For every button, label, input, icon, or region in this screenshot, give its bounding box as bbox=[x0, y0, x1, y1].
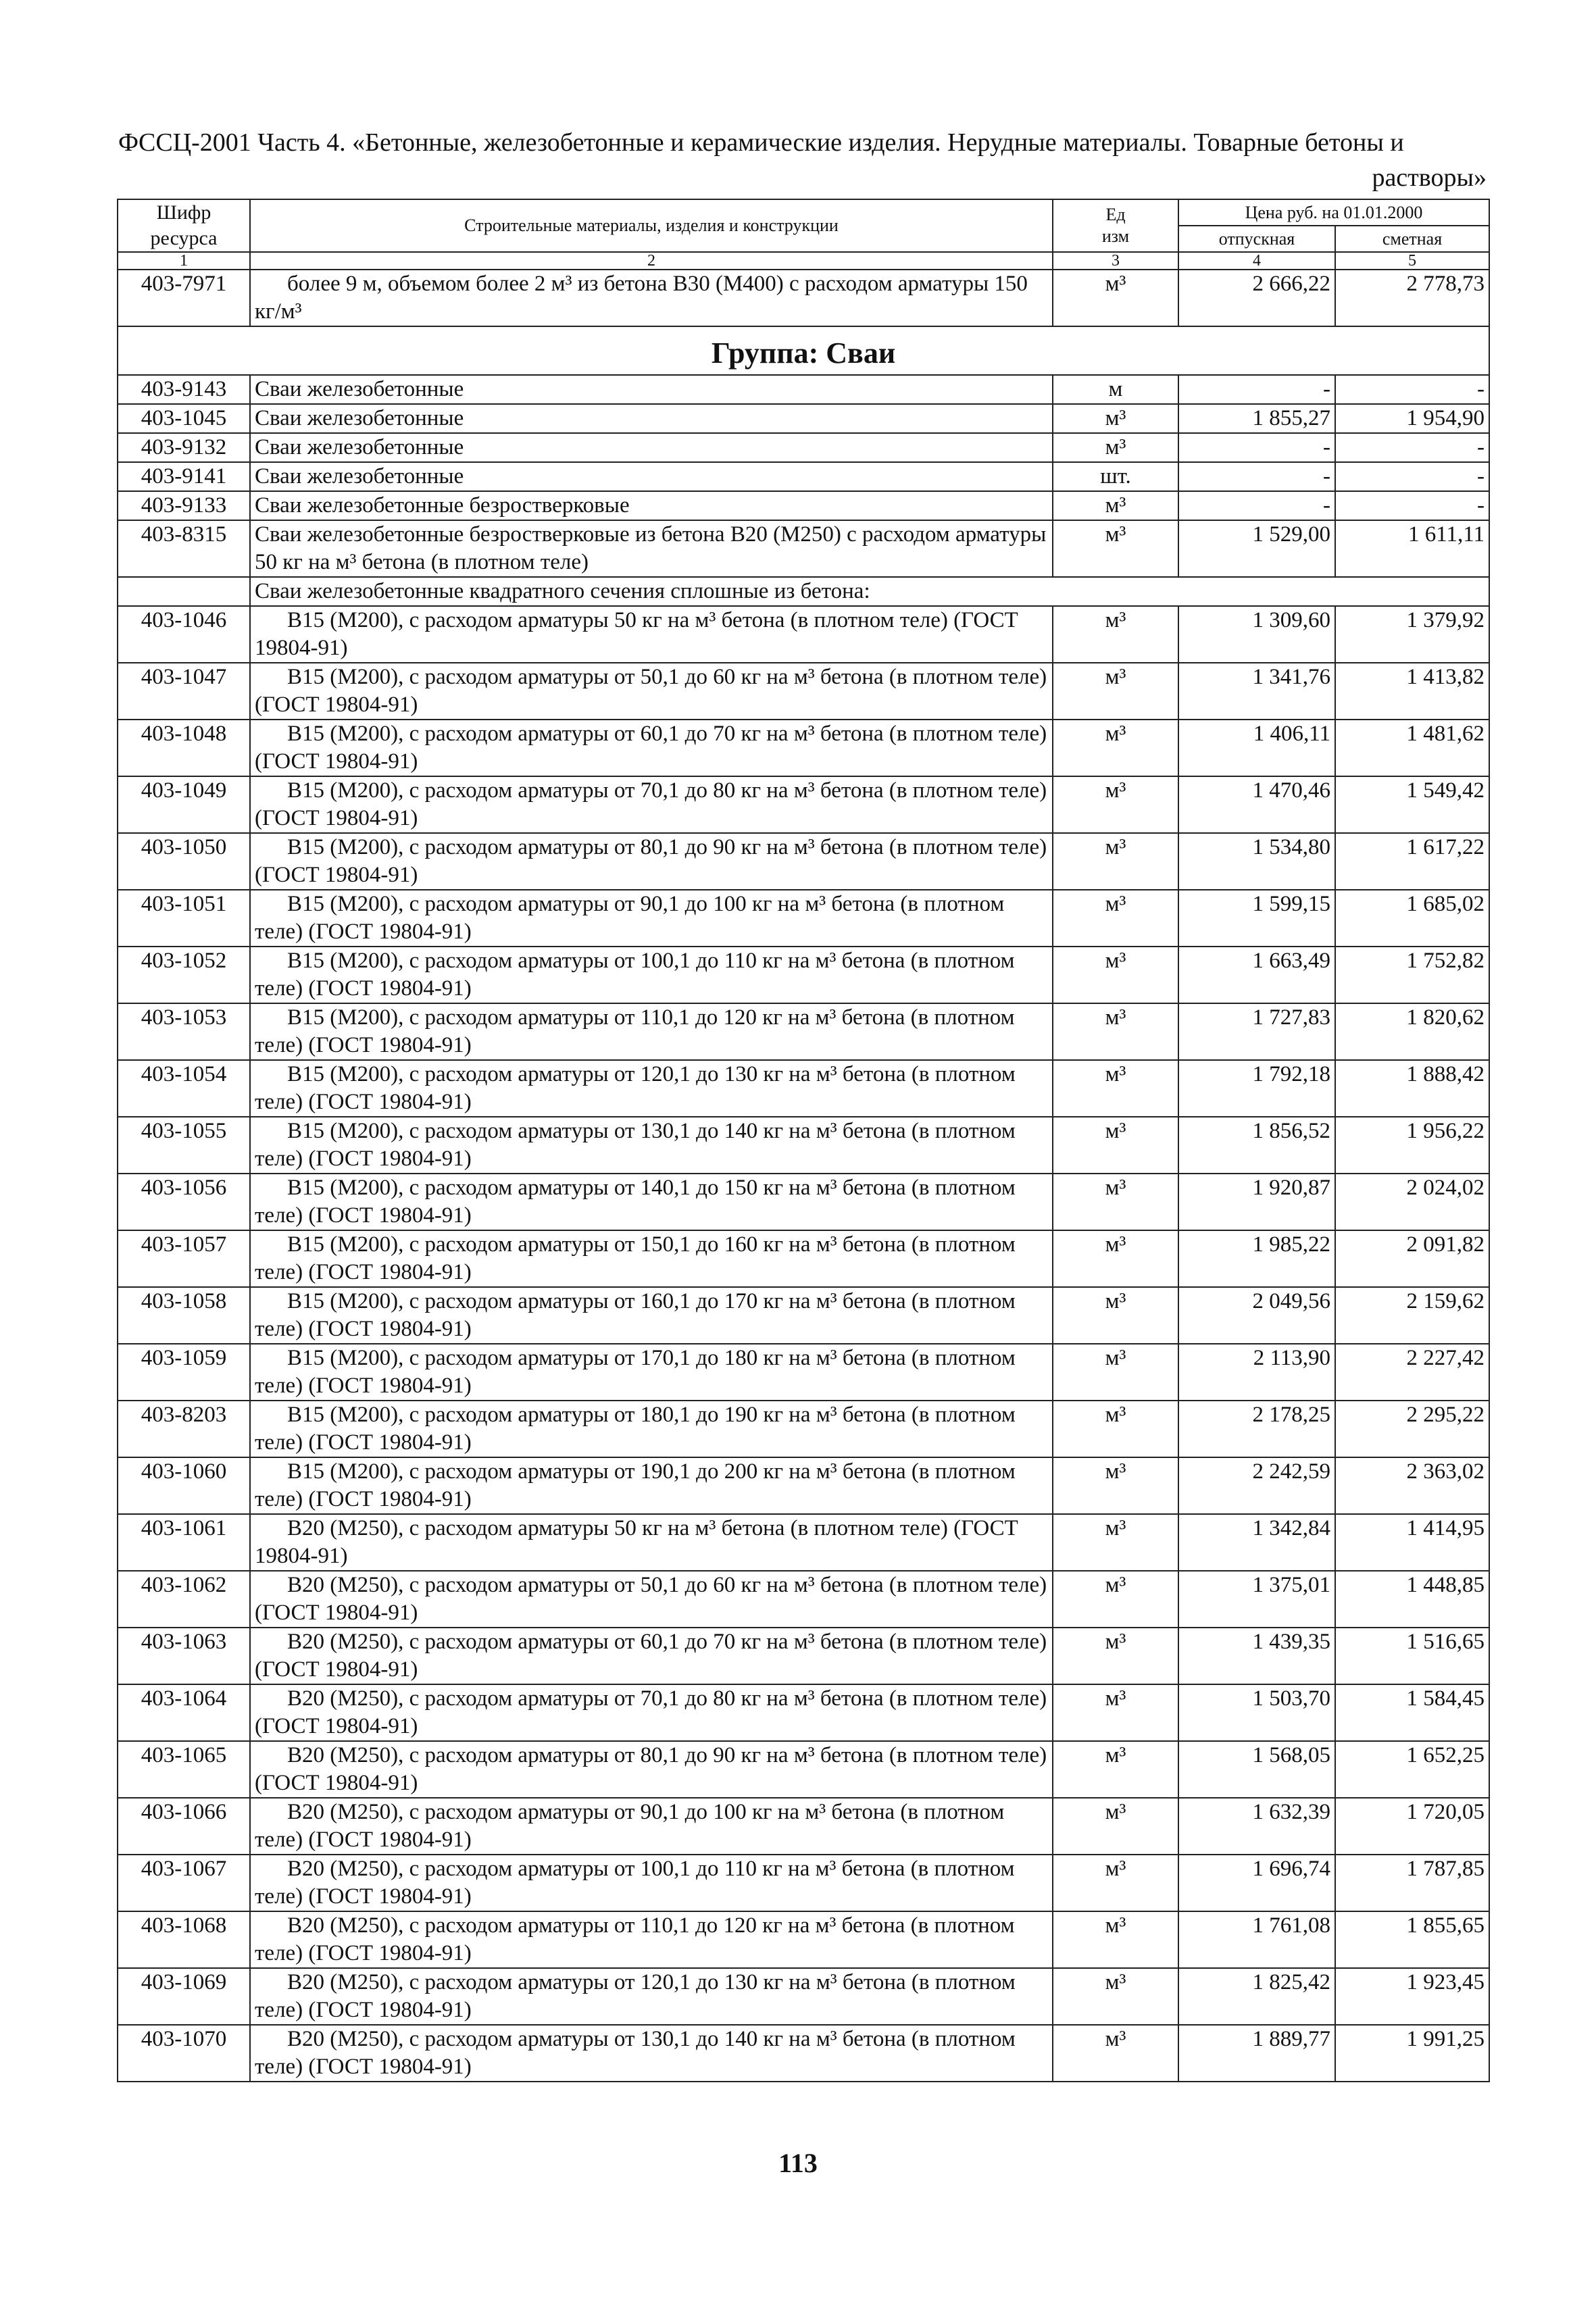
unit: м³ bbox=[1053, 1684, 1178, 1741]
release-price: 1 568,05 bbox=[1178, 1741, 1335, 1798]
estimate-price: 1 516,65 bbox=[1335, 1628, 1489, 1684]
release-price: 1 855,27 bbox=[1178, 404, 1335, 433]
estimate-price: 1 720,05 bbox=[1335, 1798, 1489, 1855]
title-line-1: ФССЦ-2001 Часть 4. «Бетонные, железобетонные и керамические изделия. Нерудные материалы. Товарные бетоны и bbox=[118, 128, 1404, 157]
unit: м³ bbox=[1053, 1628, 1178, 1684]
resource-code: 403-1064 bbox=[118, 1684, 250, 1741]
estimate-price: 2 363,02 bbox=[1335, 1457, 1489, 1514]
unit: м³ bbox=[1053, 520, 1178, 577]
table-row bbox=[118, 404, 1489, 433]
resource-description: В15 (М200), с расходом арматуры от 120,1 до 130 кг на м³ бетона (в плотном теле) (ГОСТ 19804-91) bbox=[250, 1060, 1053, 1117]
table-row bbox=[118, 1968, 1489, 2025]
resource-description: В15 (М200), с расходом арматуры от 80,1 до 90 кг на м³ бетона (в плотном теле) (ГОСТ 19804-91) bbox=[250, 833, 1053, 890]
estimate-price: 1 787,85 bbox=[1335, 1855, 1489, 1911]
unit: м³ bbox=[1053, 1741, 1178, 1798]
release-price: 1 696,74 bbox=[1178, 1855, 1335, 1911]
unit: м³ bbox=[1053, 1514, 1178, 1571]
unit: м³ bbox=[1053, 1174, 1178, 1230]
estimate-price: 1 549,42 bbox=[1335, 776, 1489, 833]
resource-description: более 9 м, объемом более 2 м³ из бетона В30 (М400) с расходом арматуры 150 кг/м³ bbox=[250, 270, 1053, 326]
resource-code: 403-1058 bbox=[118, 1287, 250, 1344]
column-number: 2 bbox=[250, 252, 1053, 270]
resource-code: 403-1061 bbox=[118, 1514, 250, 1571]
estimate-price: 1 991,25 bbox=[1335, 2025, 1489, 2082]
table-row bbox=[118, 1741, 1489, 1798]
estimate-price: - bbox=[1335, 491, 1489, 520]
resource-description: В20 (М250), с расходом арматуры от 50,1 до 60 кг на м³ бетона (в плотном теле) (ГОСТ 19804-91) bbox=[250, 1571, 1053, 1628]
table-row bbox=[118, 1911, 1489, 1968]
unit: м³ bbox=[1053, 1060, 1178, 1117]
release-price: 1 470,46 bbox=[1178, 776, 1335, 833]
column-number: 1 bbox=[118, 252, 250, 270]
resource-code: 403-1055 bbox=[118, 1117, 250, 1174]
unit: м³ bbox=[1053, 1855, 1178, 1911]
estimate-price: - bbox=[1335, 433, 1489, 462]
resource-description: В20 (М250), с расходом арматуры от 70,1 до 80 кг на м³ бетона (в плотном теле) (ГОСТ 19804-91) bbox=[250, 1684, 1053, 1741]
resource-description: В15 (М200), с расходом арматуры от 90,1 до 100 кг на м³ бетона (в плотном теле) (ГОСТ 19804-91) bbox=[250, 890, 1053, 947]
resource-code: 403-1068 bbox=[118, 1911, 250, 1968]
estimate-price: 1 481,62 bbox=[1335, 720, 1489, 776]
table-header bbox=[118, 199, 1489, 270]
resource-description: В15 (М200), с расходом арматуры 50 кг на м³ бетона (в плотном теле) (ГОСТ 19804-91) bbox=[250, 606, 1053, 663]
unit: м³ bbox=[1053, 1344, 1178, 1401]
unit: м³ bbox=[1053, 1911, 1178, 1968]
resource-description: В20 (М250), с расходом арматуры от 90,1 до 100 кг на м³ бетона (в плотном теле) (ГОСТ 19804-91) bbox=[250, 1798, 1053, 1855]
release-price: 1 503,70 bbox=[1178, 1684, 1335, 1741]
header-unit bbox=[1053, 199, 1178, 252]
unit: м bbox=[1053, 375, 1178, 404]
table-row bbox=[118, 1401, 1489, 1457]
resource-description: В20 (М250), с расходом арматуры от 130,1 до 140 кг на м³ бетона (в плотном теле) (ГОСТ 19804-91) bbox=[250, 2025, 1053, 2082]
release-price: - bbox=[1178, 491, 1335, 520]
release-price: 1 309,60 bbox=[1178, 606, 1335, 663]
resource-code: 403-9141 bbox=[118, 462, 250, 491]
resource-code: 403-1056 bbox=[118, 1174, 250, 1230]
page-title bbox=[118, 125, 1487, 195]
header-code-line-2: ресурса bbox=[150, 227, 218, 249]
unit: м³ bbox=[1053, 720, 1178, 776]
resource-description: Сваи железобетонные bbox=[250, 433, 1053, 462]
header-name: Строительные материалы, изделия и конструкции bbox=[250, 199, 1053, 252]
estimate-price: 1 414,95 bbox=[1335, 1514, 1489, 1571]
estimate-price: 2 778,73 bbox=[1335, 270, 1489, 326]
release-price: 1 342,84 bbox=[1178, 1514, 1335, 1571]
estimate-price: 1 379,92 bbox=[1335, 606, 1489, 663]
table-row bbox=[118, 606, 1489, 663]
estimate-price: 1 752,82 bbox=[1335, 947, 1489, 1003]
resource-code: 403-1066 bbox=[118, 1798, 250, 1855]
subheading: Сваи железобетонные квадратного сечения сплошные из бетона: bbox=[250, 577, 1489, 606]
resource-description: В20 (М250), с расходом арматуры от 110,1 до 120 кг на м³ бетона (в плотном теле) (ГОСТ 19804-91) bbox=[250, 1911, 1053, 1968]
table-row bbox=[118, 1117, 1489, 1174]
resource-description: В15 (М200), с расходом арматуры от 50,1 до 60 кг на м³ бетона (в плотном теле) (ГОСТ 19804-91) bbox=[250, 663, 1053, 720]
estimate-price: 1 652,25 bbox=[1335, 1741, 1489, 1798]
release-price: 1 825,42 bbox=[1178, 1968, 1335, 2025]
estimate-price: 2 159,62 bbox=[1335, 1287, 1489, 1344]
resource-description: В15 (М200), с расходом арматуры от 180,1 до 190 кг на м³ бетона (в плотном теле) (ГОСТ 19804-91) bbox=[250, 1401, 1053, 1457]
table-row bbox=[118, 1457, 1489, 1514]
resource-code: 403-1045 bbox=[118, 404, 250, 433]
table-row bbox=[118, 1287, 1489, 1344]
resource-description: В15 (М200), с расходом арматуры от 110,1 до 120 кг на м³ бетона (в плотном теле) (ГОСТ 19804-91) bbox=[250, 1003, 1053, 1060]
resource-code: 403-9133 bbox=[118, 491, 250, 520]
resource-code: 403-8203 bbox=[118, 1401, 250, 1457]
header-unit-line-1: Ед bbox=[1105, 205, 1126, 224]
table-row bbox=[118, 375, 1489, 404]
table-row bbox=[118, 491, 1489, 520]
table-row bbox=[118, 462, 1489, 491]
column-number-row bbox=[118, 252, 1489, 270]
header-price-estimate: сметная bbox=[1335, 226, 1489, 252]
resource-description: В20 (М250), с расходом арматуры от 60,1 до 70 кг на м³ бетона (в плотном теле) (ГОСТ 19804-91) bbox=[250, 1628, 1053, 1684]
resource-description: В20 (М250), с расходом арматуры 50 кг на м³ бетона (в плотном теле) (ГОСТ 19804-91) bbox=[250, 1514, 1053, 1571]
resource-description: В20 (М250), с расходом арматуры от 120,1 до 130 кг на м³ бетона (в плотном теле) (ГОСТ 19804-91) bbox=[250, 1968, 1053, 2025]
estimate-price: 1 413,82 bbox=[1335, 663, 1489, 720]
unit: м³ bbox=[1053, 1571, 1178, 1628]
estimate-price: 1 820,62 bbox=[1335, 1003, 1489, 1060]
release-price: 1 727,83 bbox=[1178, 1003, 1335, 1060]
resource-description: В20 (М250), с расходом арматуры от 100,1 до 110 кг на м³ бетона (в плотном теле) (ГОСТ 19804-91) bbox=[250, 1855, 1053, 1911]
table-row bbox=[118, 890, 1489, 947]
estimate-price: 2 295,22 bbox=[1335, 1401, 1489, 1457]
resource-description: В20 (М250), с расходом арматуры от 80,1 до 90 кг на м³ бетона (в плотном теле) (ГОСТ 19804-91) bbox=[250, 1741, 1053, 1798]
release-price: - bbox=[1178, 433, 1335, 462]
price-table bbox=[117, 199, 1490, 2082]
resource-code: 403-1057 bbox=[118, 1230, 250, 1287]
release-price: 2 113,90 bbox=[1178, 1344, 1335, 1401]
table-row bbox=[118, 947, 1489, 1003]
estimate-price: 1 611,11 bbox=[1335, 520, 1489, 577]
resource-description: Сваи железобетонные безростверковые bbox=[250, 491, 1053, 520]
release-price: 2 666,22 bbox=[1178, 270, 1335, 326]
resource-description: Сваи железобетонные bbox=[250, 375, 1053, 404]
table-row bbox=[118, 1798, 1489, 1855]
unit: м³ bbox=[1053, 1401, 1178, 1457]
unit: м³ bbox=[1053, 890, 1178, 947]
table-row bbox=[118, 1344, 1489, 1401]
resource-code: 403-1069 bbox=[118, 1968, 250, 2025]
release-price: 1 792,18 bbox=[1178, 1060, 1335, 1117]
resource-code: 403-1063 bbox=[118, 1628, 250, 1684]
release-price: 1 985,22 bbox=[1178, 1230, 1335, 1287]
header-price-release: отпускная bbox=[1178, 226, 1335, 252]
estimate-price: 1 855,65 bbox=[1335, 1911, 1489, 1968]
resource-description: В15 (М200), с расходом арматуры от 160,1 до 170 кг на м³ бетона (в плотном теле) (ГОСТ 19804-91) bbox=[250, 1287, 1053, 1344]
resource-code: 403-1062 bbox=[118, 1571, 250, 1628]
table-row bbox=[118, 2025, 1489, 2082]
group-row bbox=[118, 326, 1489, 375]
estimate-price: 1 888,42 bbox=[1335, 1060, 1489, 1117]
column-number: 3 bbox=[1053, 252, 1178, 270]
unit: м³ bbox=[1053, 776, 1178, 833]
estimate-price: 2 091,82 bbox=[1335, 1230, 1489, 1287]
table-row bbox=[118, 1230, 1489, 1287]
table-row bbox=[118, 1684, 1489, 1741]
table-row bbox=[118, 1514, 1489, 1571]
estimate-price: 1 685,02 bbox=[1335, 890, 1489, 947]
page-number: 113 bbox=[778, 2148, 818, 2178]
table-row bbox=[118, 1628, 1489, 1684]
estimate-price: 1 954,90 bbox=[1335, 404, 1489, 433]
resource-code: 403-1046 bbox=[118, 606, 250, 663]
column-number: 4 bbox=[1178, 252, 1335, 270]
table-body bbox=[118, 270, 1489, 2082]
header-unit-line-2: изм bbox=[1101, 226, 1130, 246]
resource-description: В15 (М200), с расходом арматуры от 170,1 до 180 кг на м³ бетона (в плотном теле) (ГОСТ 19804-91) bbox=[250, 1344, 1053, 1401]
release-price: 1 341,76 bbox=[1178, 663, 1335, 720]
release-price: 1 889,77 bbox=[1178, 2025, 1335, 2082]
unit: м³ bbox=[1053, 833, 1178, 890]
resource-description: В15 (М200), с расходом арматуры от 190,1 до 200 кг на м³ бетона (в плотном теле) (ГОСТ 19804-91) bbox=[250, 1457, 1053, 1514]
release-price: 1 439,35 bbox=[1178, 1628, 1335, 1684]
release-price: 1 856,52 bbox=[1178, 1117, 1335, 1174]
resource-description: В15 (М200), с расходом арматуры от 150,1 до 160 кг на м³ бетона (в плотном теле) (ГОСТ 19804-91) bbox=[250, 1230, 1053, 1287]
unit: м³ bbox=[1053, 270, 1178, 326]
table-row bbox=[118, 833, 1489, 890]
resource-description: Сваи железобетонные bbox=[250, 462, 1053, 491]
header-code bbox=[118, 199, 250, 252]
unit: м³ bbox=[1053, 1457, 1178, 1514]
resource-code: 403-1059 bbox=[118, 1344, 250, 1401]
title-line-2: растворы» bbox=[1372, 164, 1487, 192]
resource-description: Сваи железобетонные bbox=[250, 404, 1053, 433]
resource-description: В15 (М200), с расходом арматуры от 60,1 до 70 кг на м³ бетона (в плотном теле) (ГОСТ 19804-91) bbox=[250, 720, 1053, 776]
resource-description: В15 (М200), с расходом арматуры от 70,1 до 80 кг на м³ бетона (в плотном теле) (ГОСТ 19804-91) bbox=[250, 776, 1053, 833]
release-price: 1 529,00 bbox=[1178, 520, 1335, 577]
resource-code: 403-1049 bbox=[118, 776, 250, 833]
resource-code: 403-9132 bbox=[118, 433, 250, 462]
resource-code: 403-1047 bbox=[118, 663, 250, 720]
table-row bbox=[118, 720, 1489, 776]
resource-code: 403-1052 bbox=[118, 947, 250, 1003]
release-price: 2 178,25 bbox=[1178, 1401, 1335, 1457]
resource-code: 403-1070 bbox=[118, 2025, 250, 2082]
table-row bbox=[118, 433, 1489, 462]
release-price: 2 049,56 bbox=[1178, 1287, 1335, 1344]
table-row bbox=[118, 520, 1489, 577]
release-price: 1 632,39 bbox=[1178, 1798, 1335, 1855]
estimate-price: 1 584,45 bbox=[1335, 1684, 1489, 1741]
release-price: 1 375,01 bbox=[1178, 1571, 1335, 1628]
unit: м³ bbox=[1053, 1968, 1178, 2025]
unit: м³ bbox=[1053, 404, 1178, 433]
resource-code: 403-1054 bbox=[118, 1060, 250, 1117]
estimate-price: 1 923,45 bbox=[1335, 1968, 1489, 2025]
unit: м³ bbox=[1053, 606, 1178, 663]
unit: м³ bbox=[1053, 1003, 1178, 1060]
group-title: Группа: Сваи bbox=[118, 326, 1489, 375]
table-row bbox=[118, 1003, 1489, 1060]
unit: м³ bbox=[1053, 947, 1178, 1003]
resource-description: В15 (М200), с расходом арматуры от 100,1 до 110 кг на м³ бетона (в плотном теле) (ГОСТ 19804-91) bbox=[250, 947, 1053, 1003]
table-row bbox=[118, 1174, 1489, 1230]
release-price: 1 406,11 bbox=[1178, 720, 1335, 776]
resource-code: 403-1050 bbox=[118, 833, 250, 890]
release-price: 1 534,80 bbox=[1178, 833, 1335, 890]
subheading-row bbox=[118, 577, 1489, 606]
resource-code: 403-1053 bbox=[118, 1003, 250, 1060]
estimate-price: 2 024,02 bbox=[1335, 1174, 1489, 1230]
release-price: 1 920,87 bbox=[1178, 1174, 1335, 1230]
resource-description: Сваи железобетонные безростверковые из бетона В20 (М250) с расходом арматуры 50 кг на м³ бетона (в плотном теле) bbox=[250, 520, 1053, 577]
resource-code: 403-1048 bbox=[118, 720, 250, 776]
unit: м³ bbox=[1053, 1117, 1178, 1174]
column-number: 5 bbox=[1335, 252, 1489, 270]
header-code-line-1: Шифр bbox=[156, 201, 211, 224]
release-price: 1 663,49 bbox=[1178, 947, 1335, 1003]
unit: м³ bbox=[1053, 1230, 1178, 1287]
unit: м³ bbox=[1053, 2025, 1178, 2082]
release-price: - bbox=[1178, 375, 1335, 404]
unit: м³ bbox=[1053, 433, 1178, 462]
estimate-price: 1 617,22 bbox=[1335, 833, 1489, 890]
table-row bbox=[118, 1060, 1489, 1117]
resource-code: 403-1065 bbox=[118, 1741, 250, 1798]
resource-description: В15 (М200), с расходом арматуры от 140,1 до 150 кг на м³ бетона (в плотном теле) (ГОСТ 19804-91) bbox=[250, 1174, 1053, 1230]
resource-code: 403-9143 bbox=[118, 375, 250, 404]
unit: м³ bbox=[1053, 491, 1178, 520]
unit: шт. bbox=[1053, 462, 1178, 491]
release-price: 2 242,59 bbox=[1178, 1457, 1335, 1514]
table-row bbox=[118, 1571, 1489, 1628]
unit: м³ bbox=[1053, 1798, 1178, 1855]
release-price: - bbox=[1178, 462, 1335, 491]
estimate-price: - bbox=[1335, 375, 1489, 404]
table-row bbox=[118, 270, 1489, 326]
resource-code: 403-1051 bbox=[118, 890, 250, 947]
release-price: 1 599,15 bbox=[1178, 890, 1335, 947]
table-row bbox=[118, 663, 1489, 720]
resource-code: 403-8315 bbox=[118, 520, 250, 577]
estimate-price: 2 227,42 bbox=[1335, 1344, 1489, 1401]
resource-code: 403-1060 bbox=[118, 1457, 250, 1514]
unit: м³ bbox=[1053, 1287, 1178, 1344]
resource-code: 403-1067 bbox=[118, 1855, 250, 1911]
resource-code: 403-7971 bbox=[118, 270, 250, 326]
table-row bbox=[118, 1855, 1489, 1911]
estimate-price: 1 956,22 bbox=[1335, 1117, 1489, 1174]
release-price: 1 761,08 bbox=[1178, 1911, 1335, 1968]
resource-description: В15 (М200), с расходом арматуры от 130,1 до 140 кг на м³ бетона (в плотном теле) (ГОСТ 19804-91) bbox=[250, 1117, 1053, 1174]
empty-cell bbox=[118, 577, 250, 606]
estimate-price: 1 448,85 bbox=[1335, 1571, 1489, 1628]
header-price: Цена руб. на 01.01.2000 bbox=[1178, 199, 1489, 226]
estimate-price: - bbox=[1335, 462, 1489, 491]
table-row bbox=[118, 776, 1489, 833]
unit: м³ bbox=[1053, 663, 1178, 720]
